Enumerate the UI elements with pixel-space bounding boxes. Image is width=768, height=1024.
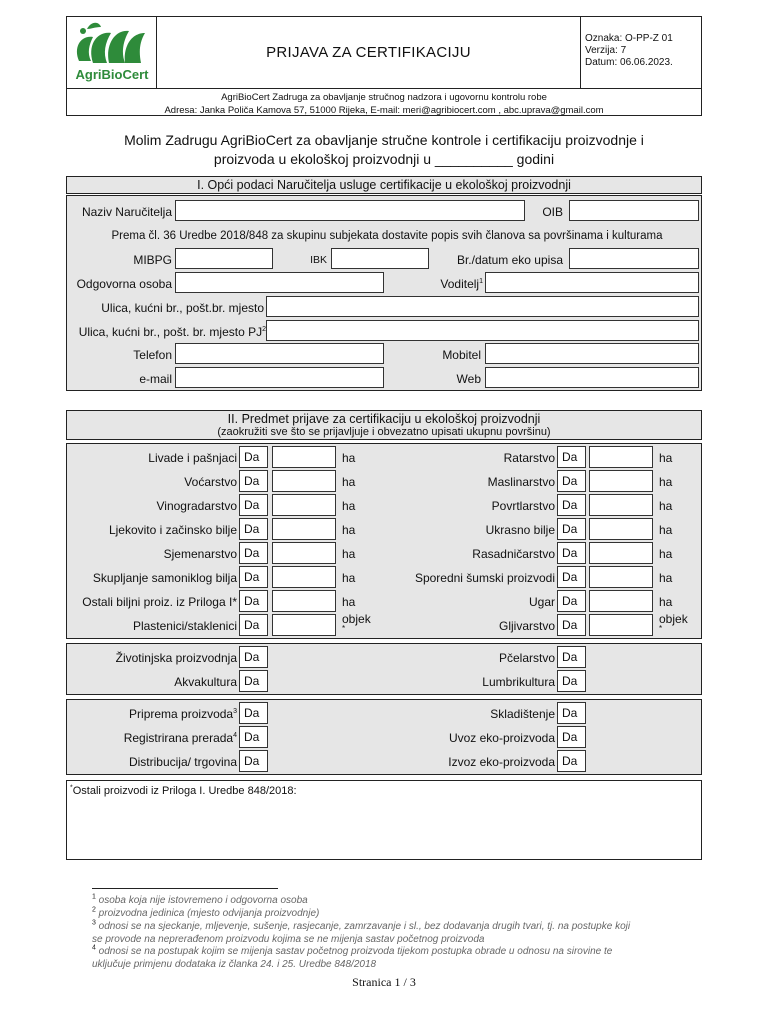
intro-text [70, 131, 698, 169]
plant-left-area-input[interactable] [272, 590, 336, 612]
ibk-label: IBK [310, 254, 327, 266]
plant-right-unit: objek [659, 612, 688, 626]
plant-right-unit: ha [659, 451, 673, 465]
plant-right-unit: ha [659, 475, 673, 489]
voditelj-label [397, 277, 483, 291]
section-1-title: I. Opći podaci Naručitelja usluge certifikacije u ekološkoj proizvodnji [66, 176, 702, 194]
plant-right-area-input[interactable] [589, 614, 653, 636]
footnote-1 [92, 895, 652, 908]
odgovorna-osoba-label: Odgovorna osoba [76, 277, 172, 291]
web-input[interactable] [485, 367, 699, 388]
plant-left-label: Vinogradarstvo [156, 499, 237, 513]
naziv-input[interactable] [175, 200, 525, 221]
plant-right-da[interactable]: Da [557, 590, 586, 612]
footnote-3-text: odnosi se na sjeckanje, mljevenje, sušenje, rasjecanje, zamrzavanje i sl., bez dodavanja drugih tvari, tj. na postupke koji se provode na neprerađenom proizvodu kojima se ne mijenja sastav početnog proizvoda [92, 921, 631, 945]
intro-line-1: Molim Zadrugu AgriBioCert za obavljanje stručne kontrole i certifikaciju proizvodnje i [124, 132, 644, 148]
footnote-1-text: osoba koja nije istovremeno i odgovorna osoba [95, 895, 308, 906]
plant-right-area-input[interactable] [589, 566, 653, 588]
animal-left-label: Akvakultura [174, 675, 237, 689]
animal-right-label: Pčelarstvo [498, 651, 555, 665]
oib-label: OIB [542, 205, 563, 219]
plant-left-unit: ha [342, 595, 356, 609]
plant-production-block [66, 443, 702, 639]
section-2-title [66, 410, 702, 440]
mobitel-input[interactable] [485, 343, 699, 364]
plant-right-unit: ha [659, 523, 673, 537]
plant-left-da[interactable]: Da [239, 566, 268, 588]
other-products-box[interactable] [66, 780, 702, 860]
telefon-label: Telefon [133, 348, 172, 362]
plant-left-unit: objek [342, 612, 371, 626]
document-version: Verzija: 7 [585, 45, 627, 56]
plant-left-label: Skupljanje samoniklog bilja [92, 571, 237, 585]
plant-right-label: Ugar [528, 595, 555, 609]
animal-left-da[interactable]: Da [239, 646, 268, 668]
footnote-divider [92, 888, 278, 889]
document-title: PRIJAVA ZA CERTIFIKACIJU [157, 17, 581, 88]
plant-right-unit: ha [659, 499, 673, 513]
processing-right-da[interactable]: Da [557, 726, 586, 748]
group-note: Prema čl. 36 Uredbe 2018/848 za skupinu subjekata dostavite popis svih članova sa površinama i kulturama [111, 230, 663, 242]
processing-right-label: Skladištenje [490, 707, 555, 721]
document-meta [581, 17, 701, 88]
animal-right-da[interactable]: Da [557, 646, 586, 668]
footnote-2-text: proizvodna jedinica (mjesto odvijanja proizvodnje) [95, 908, 320, 919]
footnote-2 [92, 908, 652, 921]
plant-left-area-input[interactable] [272, 614, 336, 636]
plant-right-area-input[interactable] [589, 446, 653, 468]
plant-left-da[interactable]: Da [239, 446, 268, 468]
other-products-star: * [70, 784, 73, 792]
plant-left-da[interactable]: Da [239, 614, 268, 636]
processing-left-label [67, 707, 237, 721]
ibk-input[interactable] [331, 248, 429, 269]
plant-right-da[interactable]: Da [557, 494, 586, 516]
footnote-1-num: 1 [92, 893, 96, 901]
processing-left-da[interactable]: Da [239, 702, 268, 724]
mobitel-label: Mobitel [442, 348, 481, 362]
plant-left-da[interactable]: Da [239, 542, 268, 564]
plant-right-label: Rasadničarstvo [472, 547, 555, 561]
plant-left-unit: ha [342, 547, 356, 561]
oib-input[interactable] [569, 200, 699, 221]
organization-address: Adresa: Janka Poliča Kamova 57, 51000 Rijeka, E-mail: meri@agribiocert.com , abc.uprava@gmail.com [164, 105, 604, 116]
ulica-pj-sup: 2 [262, 326, 266, 333]
odgovorna-osoba-input[interactable] [175, 272, 384, 293]
processing-left-label [67, 731, 237, 745]
plant-left-area-input[interactable] [272, 470, 336, 492]
telefon-input[interactable] [175, 343, 384, 364]
plant-left-da[interactable]: Da [239, 590, 268, 612]
footnote-2-num: 2 [92, 906, 96, 914]
ulica-input[interactable] [266, 296, 699, 317]
processing-right-label: Izvoz eko-proizvoda [448, 755, 555, 769]
animal-right-label: Lumbrikultura [482, 675, 555, 689]
plant-right-unit: ha [659, 595, 673, 609]
section-2-heading: II. Predmet prijave za certifikaciju u ekološkoj proizvodnji [227, 412, 541, 426]
other-products-label: Ostali proizvodi iz Priloga I. Uredbe 848/2018: [72, 785, 297, 797]
plant-right-area-input[interactable] [589, 494, 653, 516]
plant-left-area-input[interactable] [272, 494, 336, 516]
processing-left-da[interactable]: Da [239, 750, 268, 772]
footnote-3 [92, 921, 640, 946]
footnote-4 [92, 946, 640, 971]
voditelj-sup: 1 [479, 278, 483, 285]
document-date: Datum: 06.06.2023. [585, 57, 673, 68]
section-2-subtitle: (zaokružiti sve što se prijavljuje i obvezatno upisati ukupnu površinu) [217, 426, 551, 438]
plant-left-label: Sjemenarstvo [163, 547, 237, 561]
plant-left-unit: ha [342, 475, 356, 489]
logo [67, 17, 157, 88]
plant-right-label: Sporedni šumski proizvodi [414, 571, 555, 585]
plant-left-da[interactable]: Da [239, 470, 268, 492]
plant-left-area-input[interactable] [272, 542, 336, 564]
plant-right-label: Ratarstvo [503, 451, 555, 465]
plant-left-label: Ljekovito i začinsko bilje [108, 523, 237, 537]
organization-info [67, 88, 701, 115]
plant-left-label: Livade i pašnjaci [148, 451, 237, 465]
plant-right-unit: ha [659, 571, 673, 585]
plant-right-area-input[interactable] [589, 518, 653, 540]
plant-right-area-input[interactable] [589, 542, 653, 564]
plant-right-unit: ha [659, 547, 673, 561]
processing-right-label: Uvoz eko-proizvoda [448, 731, 555, 745]
animal-left-label: Životinjska proizvodnja [115, 651, 237, 665]
processing-block [66, 699, 702, 775]
plant-right-label: Povrtlarstvo [491, 499, 555, 513]
footnote-3-num: 3 [92, 919, 96, 927]
processing-left-da[interactable]: Da [239, 726, 268, 748]
plant-right-da[interactable]: Da [557, 470, 586, 492]
footnote-4-num: 4 [92, 944, 96, 952]
processing-right-da[interactable]: Da [557, 702, 586, 724]
plant-left-area-input[interactable] [272, 566, 336, 588]
plant-left-label: Plastenici/staklenici [132, 619, 237, 633]
plant-right-unit-star: * [659, 624, 663, 633]
ulica-pj-input[interactable] [266, 320, 699, 341]
plant-left-area-input[interactable] [272, 446, 336, 468]
plant-left-unit: ha [342, 499, 356, 513]
plant-right-da[interactable]: Da [557, 614, 586, 636]
animal-production-block [66, 643, 702, 695]
email-input[interactable] [175, 367, 384, 388]
plant-right-da[interactable]: Da [557, 566, 586, 588]
mibpg-label: MIBPG [133, 253, 172, 267]
plant-left-unit: ha [342, 451, 356, 465]
animal-right-da[interactable]: Da [557, 670, 586, 692]
plant-right-label: Gljivarstvo [498, 619, 555, 633]
email-label: e-mail [139, 372, 172, 386]
plant-right-area-input[interactable] [589, 590, 653, 612]
document-code: Oznaka: O-PP-Z 01 [585, 33, 673, 44]
page-number: Stranica 1 / 3 [352, 975, 416, 989]
mibpg-input[interactable] [175, 248, 273, 269]
plant-right-da[interactable]: Da [557, 518, 586, 540]
section-1-body [66, 195, 702, 391]
plant-left-da[interactable]: Da [239, 518, 268, 540]
processing-left-text: Registrirana prerada [123, 731, 234, 745]
plant-left-label: Ostali biljni proiz. iz Priloga I* [82, 595, 237, 609]
animal-left-da[interactable]: Da [239, 670, 268, 692]
plant-right-da[interactable]: Da [557, 446, 586, 468]
br-datum-input[interactable] [569, 248, 699, 269]
processing-left-sup: 4 [233, 732, 237, 739]
intro-line-2: proizvoda u ekološkoj proizvodnji u __________ godini [213, 151, 555, 167]
web-label: Web [456, 372, 481, 386]
logo-text: AgriBioCert [75, 67, 149, 82]
plant-right-label: Ukrasno bilje [485, 523, 555, 537]
naziv-label: Naziv Naručitelja [81, 205, 172, 219]
processing-left-text: Distribucija/ trgovina [128, 755, 237, 769]
plant-left-label: Voćarstvo [184, 475, 237, 489]
plant-left-da[interactable]: Da [239, 494, 268, 516]
voditelj-text: Voditelj [440, 277, 480, 291]
plant-left-area-input[interactable] [272, 518, 336, 540]
br-datum-label: Br./datum eko upisa [456, 253, 563, 267]
organization-name: AgriBioCert Zadruga za obavljanje stručnog nadzora i ugovornu kontrolu robe [221, 92, 547, 103]
document-header [66, 16, 702, 116]
footnote-4-text: odnosi se na postupak kojim se mijenja sastav početnog proizvoda tijekom postupka obrade u odnosu na sirovine te uključuje primjenu dodataka iz članka 24. i 25. Uredbe 848/2018 [92, 946, 613, 970]
processing-left-label [67, 755, 237, 769]
processing-left-sup: 3 [233, 708, 237, 715]
ulica-label: Ulica, kućni br., pošt.br. mjesto [101, 301, 264, 315]
plant-right-label: Maslinarstvo [487, 475, 555, 489]
processing-left-text: Priprema proizvoda [129, 707, 234, 721]
plant-left-unit: ha [342, 571, 356, 585]
voditelj-input[interactable] [485, 272, 699, 293]
plant-left-unit: ha [342, 523, 356, 537]
ulica-pj-text: Ulica, kućni br., pošt. br. mjesto PJ [78, 325, 263, 339]
plant-right-da[interactable]: Da [557, 542, 586, 564]
plant-right-area-input[interactable] [589, 470, 653, 492]
processing-right-da[interactable]: Da [557, 750, 586, 772]
plant-left-unit-star: * [342, 624, 346, 633]
ulica-pj-label [67, 325, 266, 339]
